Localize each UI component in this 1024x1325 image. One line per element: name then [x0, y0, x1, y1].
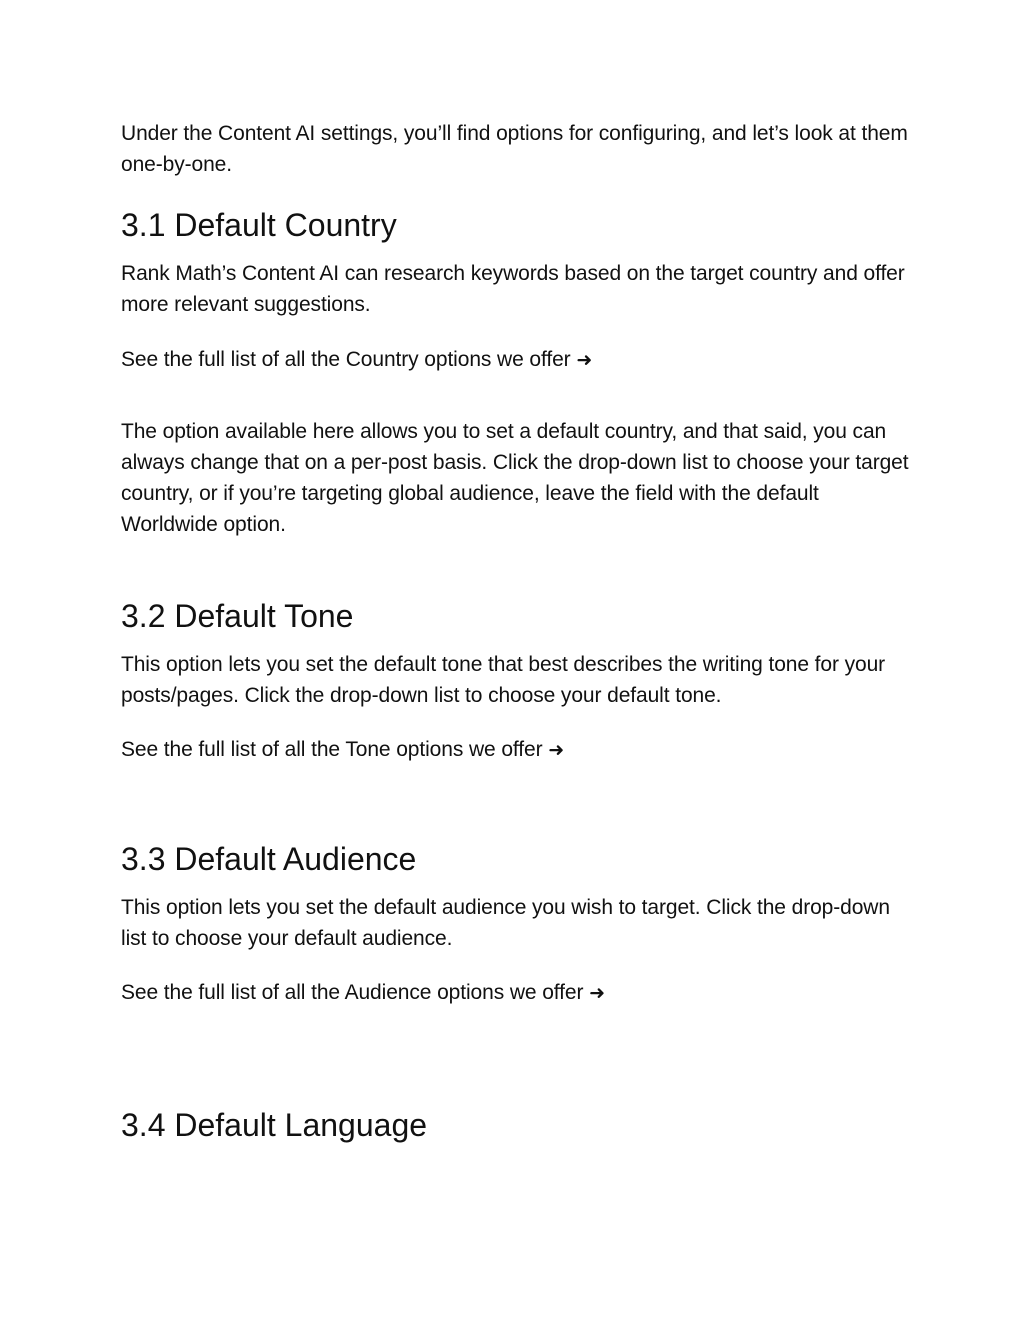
arrow-right-icon[interactable]: ➜ [589, 982, 605, 1004]
tone-description: This option lets you set the default tone that best describes the writing tone for your posts/pages. Click the drop-down list to choose your default tone. [121, 653, 886, 707]
country-description: Rank Math’s Content AI can research keywords based on the target country and offer more relevant suggestions. [121, 262, 905, 316]
heading-default-language: 3.4 Default Language [121, 1107, 428, 1143]
arrow-right-icon[interactable]: ➜ [548, 739, 565, 761]
country-details: The option available here allows you to set a default country, and that said, you can always change that on a per-post basis. Click the drop-down list to choose your target country, or if you’re targeting global audience, leave the field with the default Worldwide option. [121, 420, 909, 536]
heading-default-audience: 3.3 Default Audience [121, 841, 417, 877]
heading-default-country: 3.1 Default Country [121, 207, 397, 243]
country-options-link[interactable]: See the full list of all the Country options we offer [121, 348, 571, 371]
intro-paragraph: Under the Content AI settings, you’ll find options for configuring, and let’s look at them one-by-one. [121, 122, 908, 176]
tone-options-link-line[interactable] [121, 734, 911, 766]
arrow-right-icon[interactable]: ➜ [576, 349, 593, 371]
audience-description: This option lets you set the default audience you wish to target. Click the drop-down list to choose your default audience. [121, 896, 890, 950]
tone-options-link[interactable]: See the full list of all the Tone options we offer [121, 738, 543, 761]
audience-options-link[interactable]: See the full list of all the Audience options we offer [121, 981, 584, 1004]
country-options-link-line[interactable] [121, 344, 911, 376]
audience-options-link-line[interactable] [121, 977, 911, 1009]
heading-default-tone: 3.2 Default Tone [121, 598, 354, 634]
